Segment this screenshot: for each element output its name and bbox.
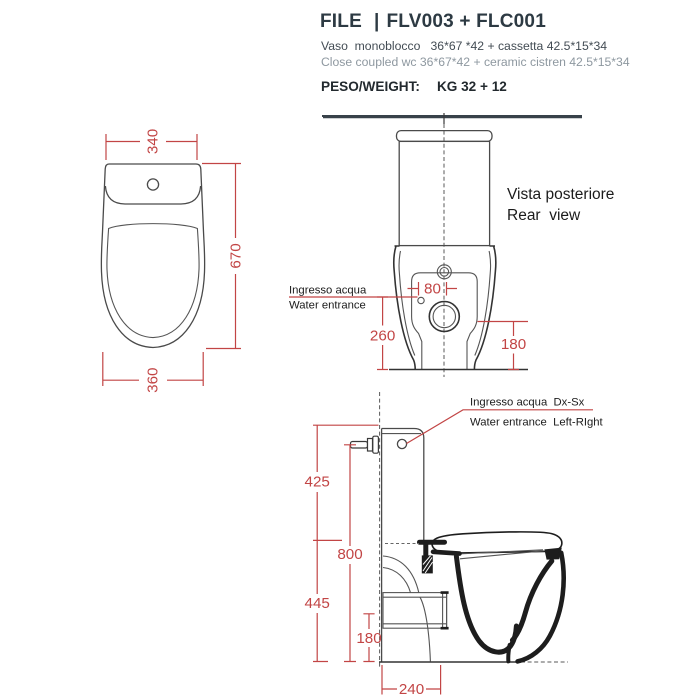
dim-180-rear: [478, 322, 529, 370]
fitting-nut: [368, 439, 373, 452]
rim-top-section: [433, 552, 460, 554]
dim-240: [382, 665, 441, 698]
title-divider: |: [373, 11, 380, 32]
weight-label: PESO/WEIGHT:: [321, 79, 420, 94]
bowl-inner-section: [456, 556, 516, 652]
flush-duct-inner: [383, 568, 411, 593]
soil-pipe-walls: [383, 597, 447, 624]
dim-260: [370, 297, 395, 370]
top-view-outline: [101, 164, 204, 348]
description-english: Close coupled wc 36*67*42 + ceramic cistren 42.5*15*34: [321, 54, 630, 69]
pedestal-rear-profile: [420, 597, 430, 661]
soil-pipe-flange: [443, 593, 447, 629]
dim-445-label: 445: [304, 595, 330, 612]
inlet-label-italian: Ingresso acqua: [289, 284, 367, 297]
rear-view: [289, 113, 614, 377]
soil-pipe-box: [383, 593, 447, 629]
bowl-back-inner-section: [512, 561, 551, 640]
dim-670-label: 670: [227, 243, 245, 269]
dim-360: [103, 352, 203, 393]
bowl-inner-rim: [107, 224, 199, 338]
inlet-label-english: Water entrance: [289, 299, 366, 312]
soil-pipe-flange-nubs: [441, 593, 449, 629]
bowl-flank-left: [399, 251, 415, 356]
product-code: FLV003 + FLC001: [386, 11, 546, 32]
dim-180-rear-label: 180: [500, 336, 527, 353]
dim-425-label: 425: [304, 473, 330, 491]
description-italian: Vaso monoblocco 36*67 *42 + cassetta 42.5*15*34: [321, 39, 608, 53]
dim-445: [305, 540, 330, 661]
water-entrance-callout: [289, 285, 424, 312]
dim-240-label: 240: [398, 681, 425, 698]
dim-180-side: [356, 614, 381, 662]
dim-260-label: 260: [369, 327, 396, 345]
dim-670: [202, 164, 245, 349]
side-view: [305, 392, 604, 698]
dim-800: [337, 445, 362, 662]
cistern-front-edge: [105, 186, 200, 204]
weight-value: KG 32 + 12: [436, 79, 507, 94]
back-panel: [412, 273, 478, 370]
dim-800-label: 800: [337, 546, 363, 563]
dim-80: [408, 281, 458, 298]
dim-340: [106, 129, 197, 160]
top-view: [101, 129, 244, 393]
dim-180-side-label: 180: [356, 630, 382, 647]
water-entrance-callout-side: [407, 397, 604, 444]
dim-80-label: 80: [424, 280, 441, 298]
dim-360-label: 360: [144, 367, 162, 393]
side-inlet-label-english: Water entrance Left-RIght: [470, 416, 603, 429]
dim-340-label: 340: [144, 128, 162, 155]
side-inlet-label-italian: Ingresso acqua Dx-Sx: [470, 396, 585, 409]
soil-pipe: [383, 593, 449, 629]
product-label: FILE: [320, 11, 362, 32]
fitting-flange: [373, 436, 379, 453]
trap-outlet-section: [508, 645, 509, 661]
rear-caption-english: Rear view: [507, 207, 581, 224]
flush-button: [147, 179, 158, 190]
rear-caption-italian: Vista posteriore: [507, 186, 615, 203]
inlet-hole: [418, 297, 424, 303]
flush-duct-outer: [383, 556, 419, 593]
inlet-hole-side: [397, 439, 406, 448]
